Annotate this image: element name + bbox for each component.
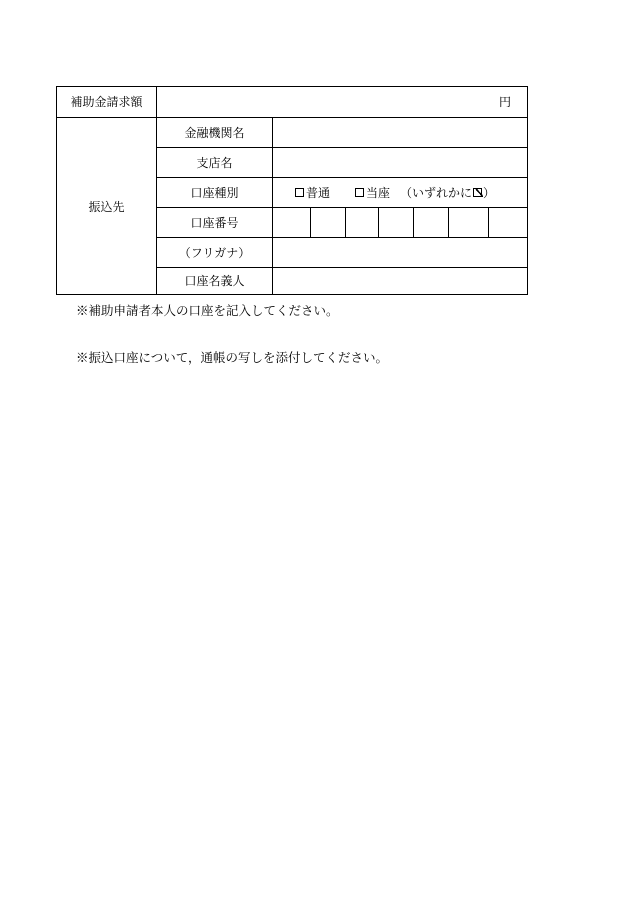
bank-field[interactable] bbox=[273, 118, 527, 147]
account-number-digit[interactable] bbox=[273, 208, 310, 237]
holder-field[interactable] bbox=[273, 268, 527, 294]
amount-label: 補助金請求額 bbox=[70, 95, 143, 109]
branch-label: 支店名 bbox=[196, 155, 233, 170]
account-type-field bbox=[273, 178, 527, 207]
note-attach-passbook: ※振込口座について，通帳の写しを添付してください。 bbox=[76, 350, 389, 365]
account-number-digit[interactable] bbox=[489, 208, 527, 237]
transfer-label: 振込先 bbox=[88, 199, 125, 214]
furigana-label: （フリガナ） bbox=[178, 245, 251, 260]
current-checkbox[interactable] bbox=[355, 187, 390, 199]
checkbox-icon bbox=[295, 188, 304, 197]
holder-label: 口座名義人 bbox=[184, 274, 245, 288]
amount-field[interactable] bbox=[157, 87, 527, 117]
transfer-request-form bbox=[56, 86, 528, 295]
ordinary-label: 普通 bbox=[306, 185, 331, 200]
note-suffix: ） bbox=[483, 185, 496, 200]
account-number-digit[interactable] bbox=[346, 208, 378, 237]
bank-label: 金融機関名 bbox=[184, 125, 245, 140]
ordinary-checkbox[interactable] bbox=[295, 187, 330, 199]
account-number-digit[interactable] bbox=[414, 208, 448, 237]
checked-box-icon bbox=[473, 188, 482, 197]
account-type-note bbox=[400, 187, 495, 199]
account-number-label: 口座番号 bbox=[190, 215, 239, 230]
current-label: 当座 bbox=[366, 185, 391, 200]
furigana-field[interactable] bbox=[273, 238, 527, 267]
checkbox-icon bbox=[355, 188, 364, 197]
account-number-digit[interactable] bbox=[379, 208, 413, 237]
note-prefix: （いずれかに bbox=[400, 185, 473, 200]
account-number-digit[interactable] bbox=[311, 208, 345, 237]
yen-unit: 円 bbox=[498, 95, 511, 109]
branch-field[interactable] bbox=[273, 148, 527, 177]
note-own-account: ※補助申請者本人の口座を記入してください。 bbox=[76, 303, 339, 318]
account-number-digit[interactable] bbox=[449, 208, 488, 237]
account-type-label: 口座種別 bbox=[190, 185, 239, 200]
